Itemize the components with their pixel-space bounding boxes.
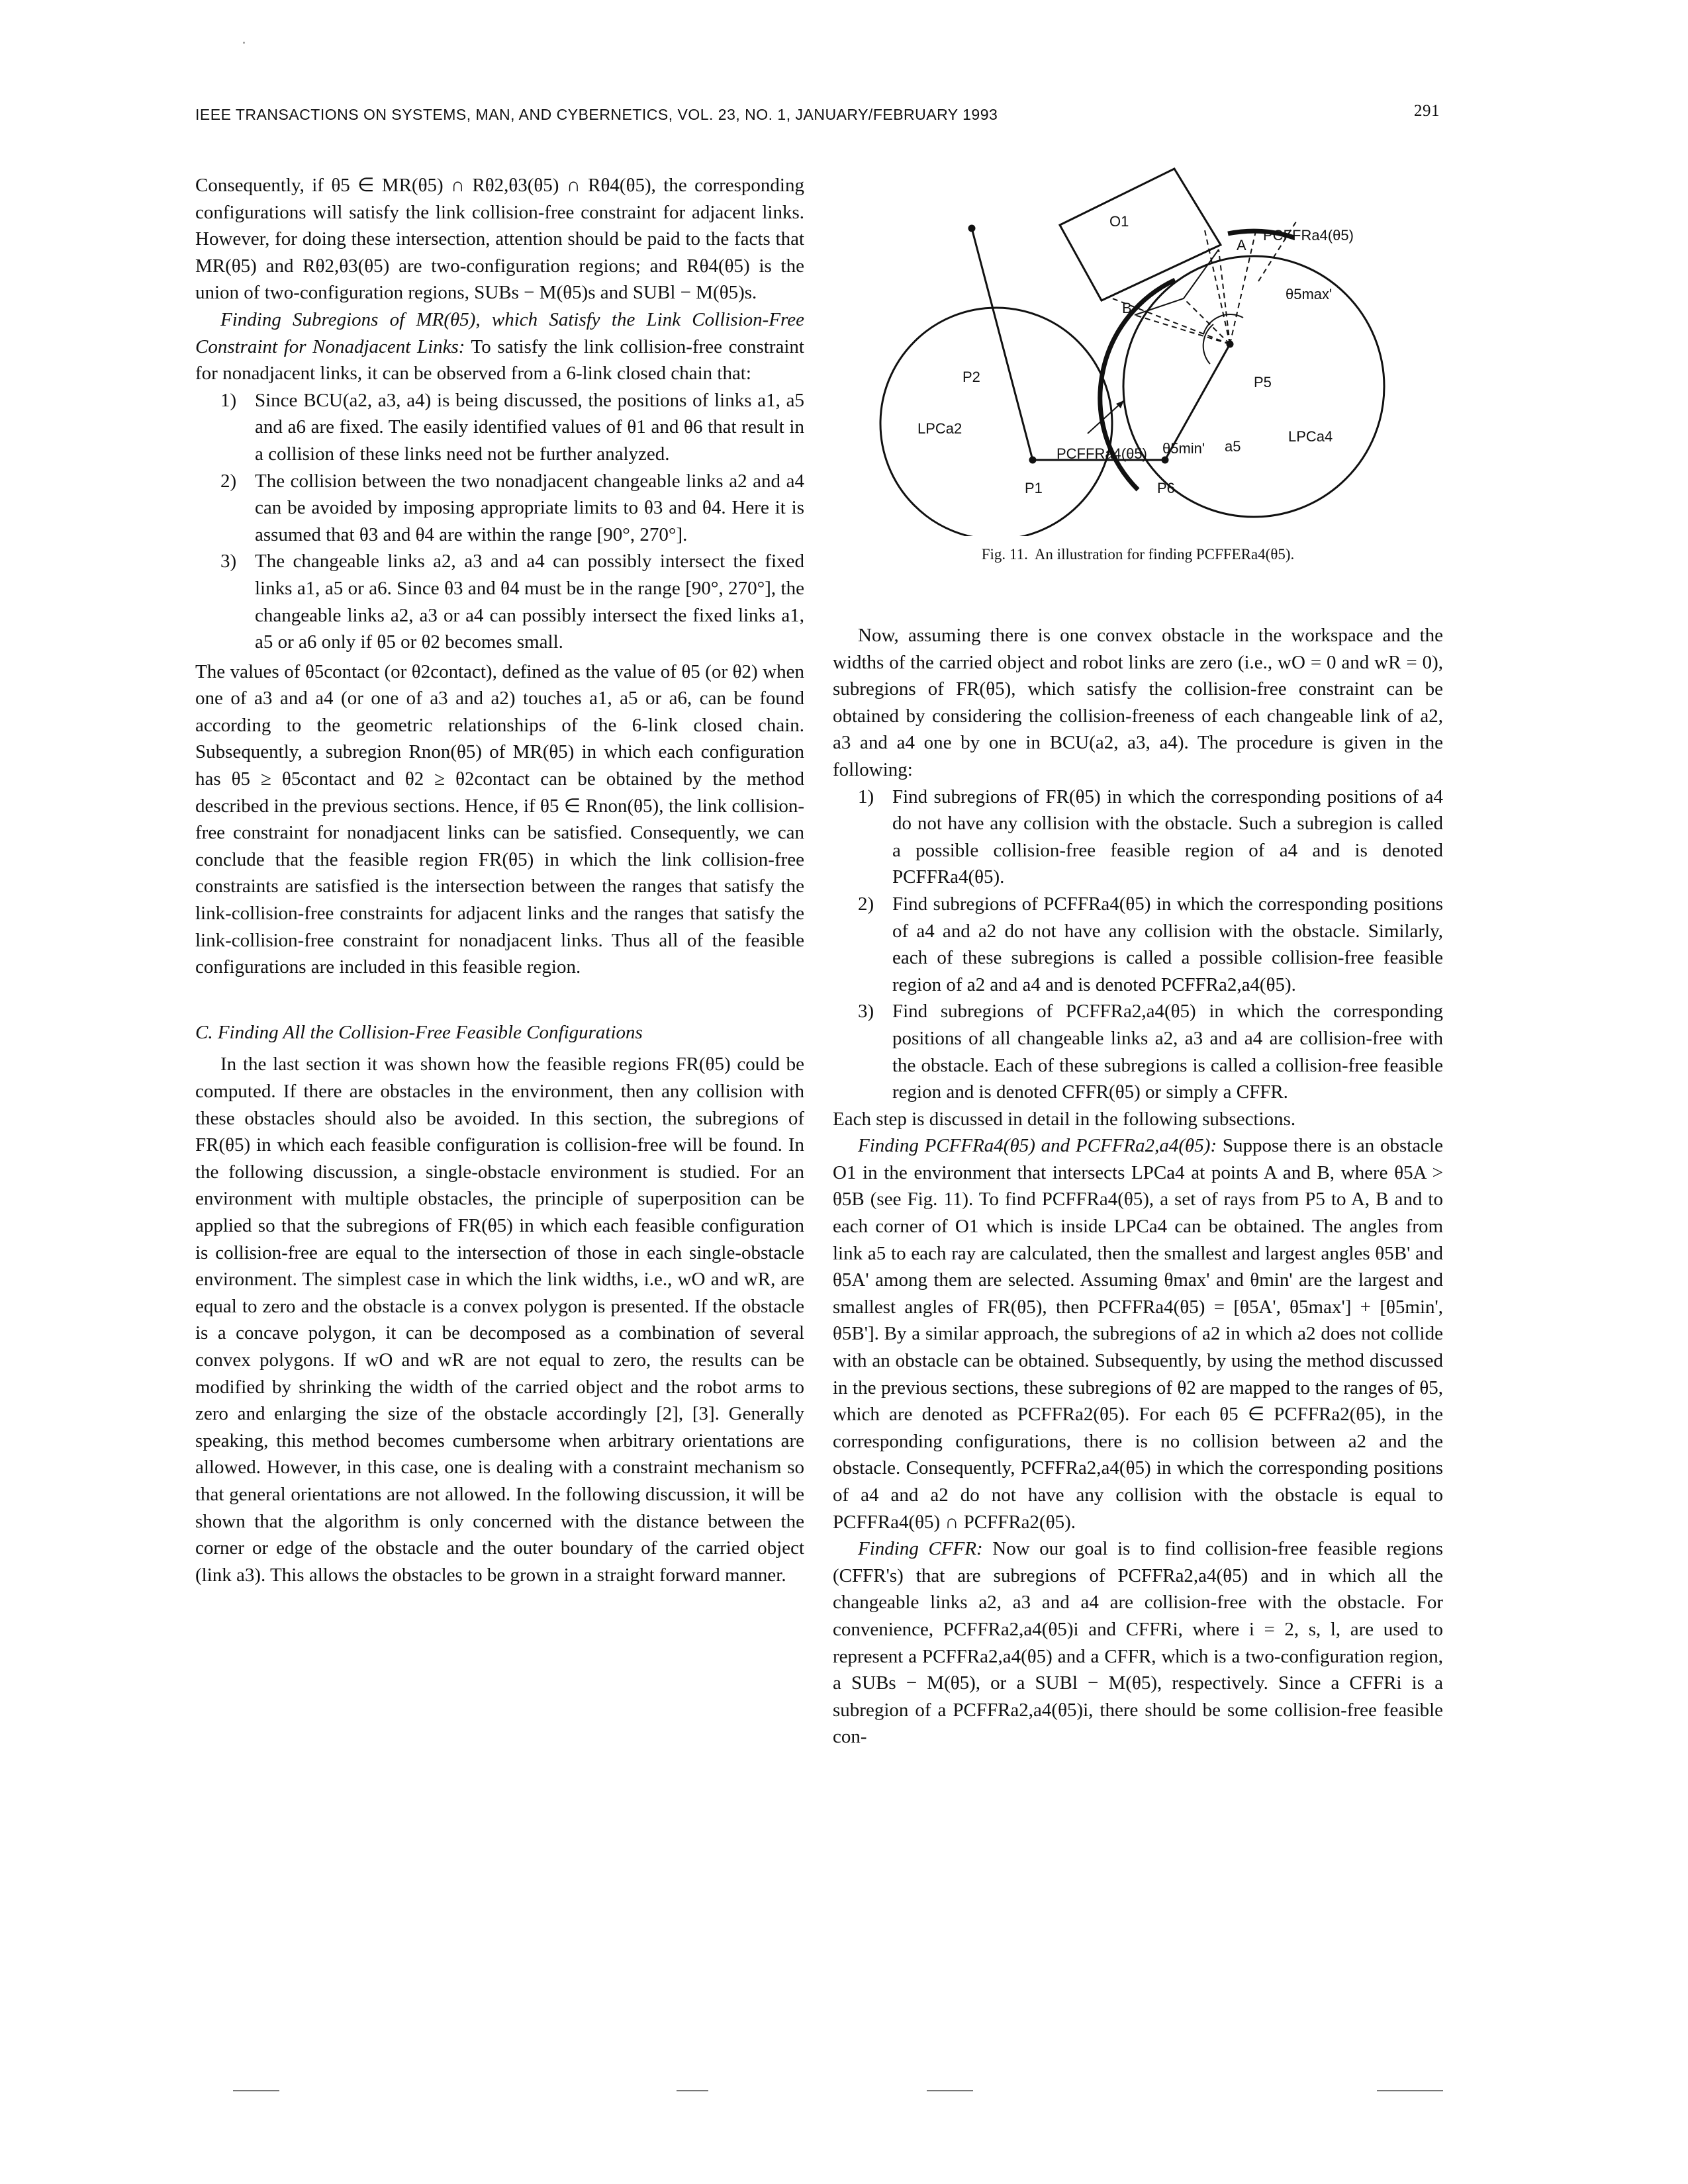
list-number: 2) — [858, 893, 874, 915]
label-o1: O1 — [1109, 213, 1129, 230]
paragraph — [833, 1132, 1443, 1535]
scan-rule — [233, 2090, 279, 2091]
scan-rule — [677, 2090, 708, 2091]
page-number: 291 — [1414, 102, 1440, 120]
list-item — [195, 387, 804, 468]
point-p1 — [1029, 457, 1036, 463]
paragraph: Now, assuming there is one convex obstacle in the workspace and the widths of the carried object and robot links are zero (i.e., wO = 0 and wR = 0), subregions of FR(θ5), which satisfy the collision-free constraint can be obtained by considering the collision-freeness of each changeable link of a2, a3 and a4 one by one in BCU(a2, a3, a4). The procedure is given in the following: — [833, 625, 1443, 780]
numbered-list — [833, 784, 1443, 1106]
running-header — [195, 102, 1440, 132]
list-item — [195, 468, 804, 549]
label-p6: P6 — [1157, 480, 1175, 496]
run-in-heading: Finding CFFR: — [858, 1538, 983, 1560]
right-column — [833, 622, 1443, 1751]
list-item — [833, 998, 1443, 1105]
list-item — [833, 891, 1443, 998]
angle-arc-max — [1203, 314, 1243, 334]
label-b: B — [1122, 300, 1132, 316]
list-number: 1) — [220, 389, 237, 411]
paragraph — [195, 306, 804, 387]
list-number: 3) — [220, 551, 237, 572]
list-text: Since BCU(a2, a3, a4) is being discussed, the positions of links a1, a5 and a6 are fixed. The easily identified values of θ1 and θ6 that result in a collision of these links need not be further analyzed. — [255, 389, 804, 465]
paragraph: Consequently, if θ5 ∈ MR(θ5) ∩ Rθ2,θ3(θ5) ∩ Rθ4(θ5), the corresponding configurations will satisfy the link collision-free constraint for adjacent links. However, for doing these intersection, attention should be paid to the facts that MR(θ5) and Rθ2,θ3(θ5) are two-configuration regions; and Rθ4(θ5) is the union of two-configuration regions, SUBs − M(θ5)s and SUBl − M(θ5)s. — [195, 175, 804, 304]
point-p6 — [1162, 457, 1168, 463]
run-in-heading: Finding Subregions of MR(θ5), which Satisfy the Link Collision-Free Constraint for Nonadjacent Links: — [195, 308, 804, 357]
label-p1: P1 — [1025, 480, 1043, 496]
paragraph: Each step is discussed in detail in the following subsections. — [833, 1108, 1296, 1130]
scan-speck — [243, 42, 245, 44]
label-theta-max: θ5max' — [1286, 286, 1333, 302]
paragraph-body: To satisfy the link collision-free constraint for nonadjacent links, it can be observed from a 6-link closed chain that: — [195, 336, 804, 385]
caption-text: An illustration for finding PCFFERa4(θ5). — [1034, 546, 1295, 563]
paragraph: In the last section it was shown how the feasible regions FR(θ5) could be computed. If there are obstacles in the environment, then any collision with these obstacles should also be avoided. In this section, the subregions of FR(θ5) in which each feasible configuration is collision-free will be found. In the following discussion, a single-obstacle environment is studied. For an environment with multiple obstacles, the principle of superposition can be applied so that the subregions of FR(θ5) in which each feasible configuration is collision-free are equal to the intersection of those in each single-obstacle environment. The simplest case in which the link widths, i.e., wO and wR, are equal to zero and the obstacle is a convex polygon is presented. If the obstacle is a concave polygon, it can be decomposed as a combination of several convex polygons. If wO and wR are not equal to zero, the results can be modified by shrinking the width of the carried object and the robot arms to zero and enlarging the size of the obstacle accordingly [2], [3]. Generally speaking, this method becomes cumbersome when arbitrary orientations are allowed. However, in this case, one is dealing with a constraint mechanism so that general orientations are not allowed. In the following discussion, it will be shown that the algorithm is only concerned with the distance between the corner or edge of the obstacle and the outer boundary of the carried object (link a3). This allows the obstacles to be grown in a straight forward manner. — [195, 1054, 804, 1586]
journal-title: IEEE TRANSACTIONS ON SYSTEMS, MAN, AND CYBERNETICS, VOL. 23, NO. 1, JANUARY/FEBRUARY 1993 — [195, 106, 998, 123]
list-item — [195, 548, 804, 655]
list-number: 2) — [220, 470, 237, 492]
caption-label: Fig. 11. — [981, 546, 1028, 563]
figure-diagram — [833, 165, 1443, 536]
section-heading: C. Finding All the Collision-Free Feasible Configurations — [195, 1021, 643, 1043]
paragraph-body: Suppose there is an obstacle O1 in the environment that intersects LPCa4 at points A and B, where θ5A > θ5B (see Fig. 11). To find PCFFRa4(θ5), a set of rays from P5 to A, B and to each corner of O1 which is inside LPCa4 can be obtained. The angles from link a5 to each ray are calculated, then the smallest and largest angles θ5B' and θ5A' among them are selected. Assuming θmax' and θmin' are the largest and smallest angles of FR(θ5), then PCFFRa4(θ5) = [θ5A', θ5max'] + [θ5min', θ5B']. By a similar approach, the subregions of a2 in which a2 does not collide with an obstacle can be obtained. Subsequently, by using the method discussed in the previous sections, these subregions of θ2 are mapped to the ranges of θ5, which are denoted as PCFFRa2(θ5). For each θ5 ∈ PCFFRa2(θ5), in the corresponding configurations, there is no collision between a2 and the obstacle. Consequently, PCFFRa2,a4(θ5) in which the corresponding positions of a4 and a2 do not have any collision with the obstacle is equal to PCFFRa4(θ5) ∩ PCFFRa2(θ5). — [833, 1135, 1443, 1533]
paragraph — [833, 1535, 1443, 1751]
label-pcffr-bottom: PCFFRa4(θ5) — [1056, 445, 1147, 462]
label-lpc-a4: LPCa4 — [1288, 428, 1333, 445]
list-text: Find subregions of PCFFRa4(θ5) in which the corresponding positions of a4 and a2 do not have any collision with the obstacle. Similarly, each of these subregions is called a possible collision-free feasible region of a2 and a4 and is denoted PCFFRa2,a4(θ5). — [892, 893, 1443, 995]
label-p2: P2 — [962, 369, 980, 385]
lpc-a2-circle — [880, 308, 1112, 536]
scan-rule — [927, 2090, 973, 2091]
label-theta-min: θ5min' — [1162, 440, 1205, 457]
figure-11 — [833, 165, 1443, 576]
scan-rule — [1377, 2090, 1443, 2091]
label-p5: P5 — [1254, 374, 1272, 390]
label-a5: a5 — [1225, 438, 1241, 455]
list-item — [833, 784, 1443, 891]
label-a: A — [1237, 237, 1246, 253]
list-text: The changeable links a2, a3 and a4 can possibly intersect the fixed links a1, a5 or a6. Since θ3 and θ4 must be in the range [90°, 270°], the changeable links a2, a3 or a4 can possibly intersect the fixed links a1, a5 or a6 only if θ5 or θ2 becomes small. — [255, 551, 804, 653]
label-lpc-a2: LPCa2 — [917, 420, 962, 437]
paragraph-body: Now our goal is to find collision-free feasible regions (CFFR's) that are subregions of PCFFRa2,a4(θ5) and in which all the changeable links a2, a3 and a4 are collision-free with the obstacle. For convenience, PCFFRa2,a4(θ5)i and CFFRi, where i = 2, s, l, are used to represent a PCFFRa2,a4(θ5) and a CFFR, which is a two-configuration region, a SUBs − M(θ5), or a SUBl − M(θ5), respectively. Since a CFFRi is a subregion of a PCFFRa2,a4(θ5)i, there should be some collision-free feasible con- — [833, 1538, 1444, 1748]
list-number: 3) — [858, 1001, 874, 1023]
list-number: 1) — [858, 786, 874, 807]
list-text: Find subregions of FR(θ5) in which the corresponding positions of a4 do not have any collision with the obstacle. Such a subregion is called a possible collision-free feasible region of a4 and is denoted PCFFRa4(θ5). — [892, 786, 1443, 888]
left-column — [195, 172, 804, 1588]
run-in-heading: Finding PCFFRa4(θ5) and PCFFRa2,a4(θ5): — [858, 1135, 1217, 1157]
label-pcffr-top: PCFFRa4(θ5) — [1263, 227, 1354, 244]
links-a1-a6 — [972, 228, 1165, 460]
numbered-list — [195, 387, 804, 656]
list-text: Find subregions of PCFFRa2,a4(θ5) in which the corresponding positions of all changeable links a2, a3 and a4 are collision-free with the obstacle. Each of these subregions is called a collision-free feasible region and is denoted CFFR(θ5) or simply a CFFR. — [892, 1001, 1443, 1103]
point-p2 — [968, 225, 975, 232]
list-text: The collision between the two nonadjacent changeable links a2 and a4 can be avoided by imposing appropriate limits to θ3 and θ4. Here it is assumed that θ3 and θ4 are within the range [90°, 270°]. — [255, 470, 804, 545]
figure-caption — [833, 546, 1443, 563]
paragraph: The values of θ5contact (or θ2contact), defined as the value of θ5 (or θ2) when one of a3 and a4 (or one of a3 and a2) touches a1, a5 or a6, can be found according to the geometric relationships of the 6-link closed chain. Subsequently, a subregion Rnon(θ5) of MR(θ5) in which each configuration has θ5 ≥ θ5contact and θ2 ≥ θ2contact can be obtained by the method described in the previous sections. Hence, if θ5 ∈ Rnon(θ5), the link collision-free constraint for nonadjacent links can be satisfied. Consequently, we can conclude that the feasible region FR(θ5) in which the link collision-free constraints are satisfied is the intersection between the ranges that satisfy the link-collision-free constraints for adjacent links and the ranges that satisfy the link-collision-free constraint for nonadjacent links. Thus all of the feasible configurations are included in this feasible region. — [195, 660, 804, 978]
